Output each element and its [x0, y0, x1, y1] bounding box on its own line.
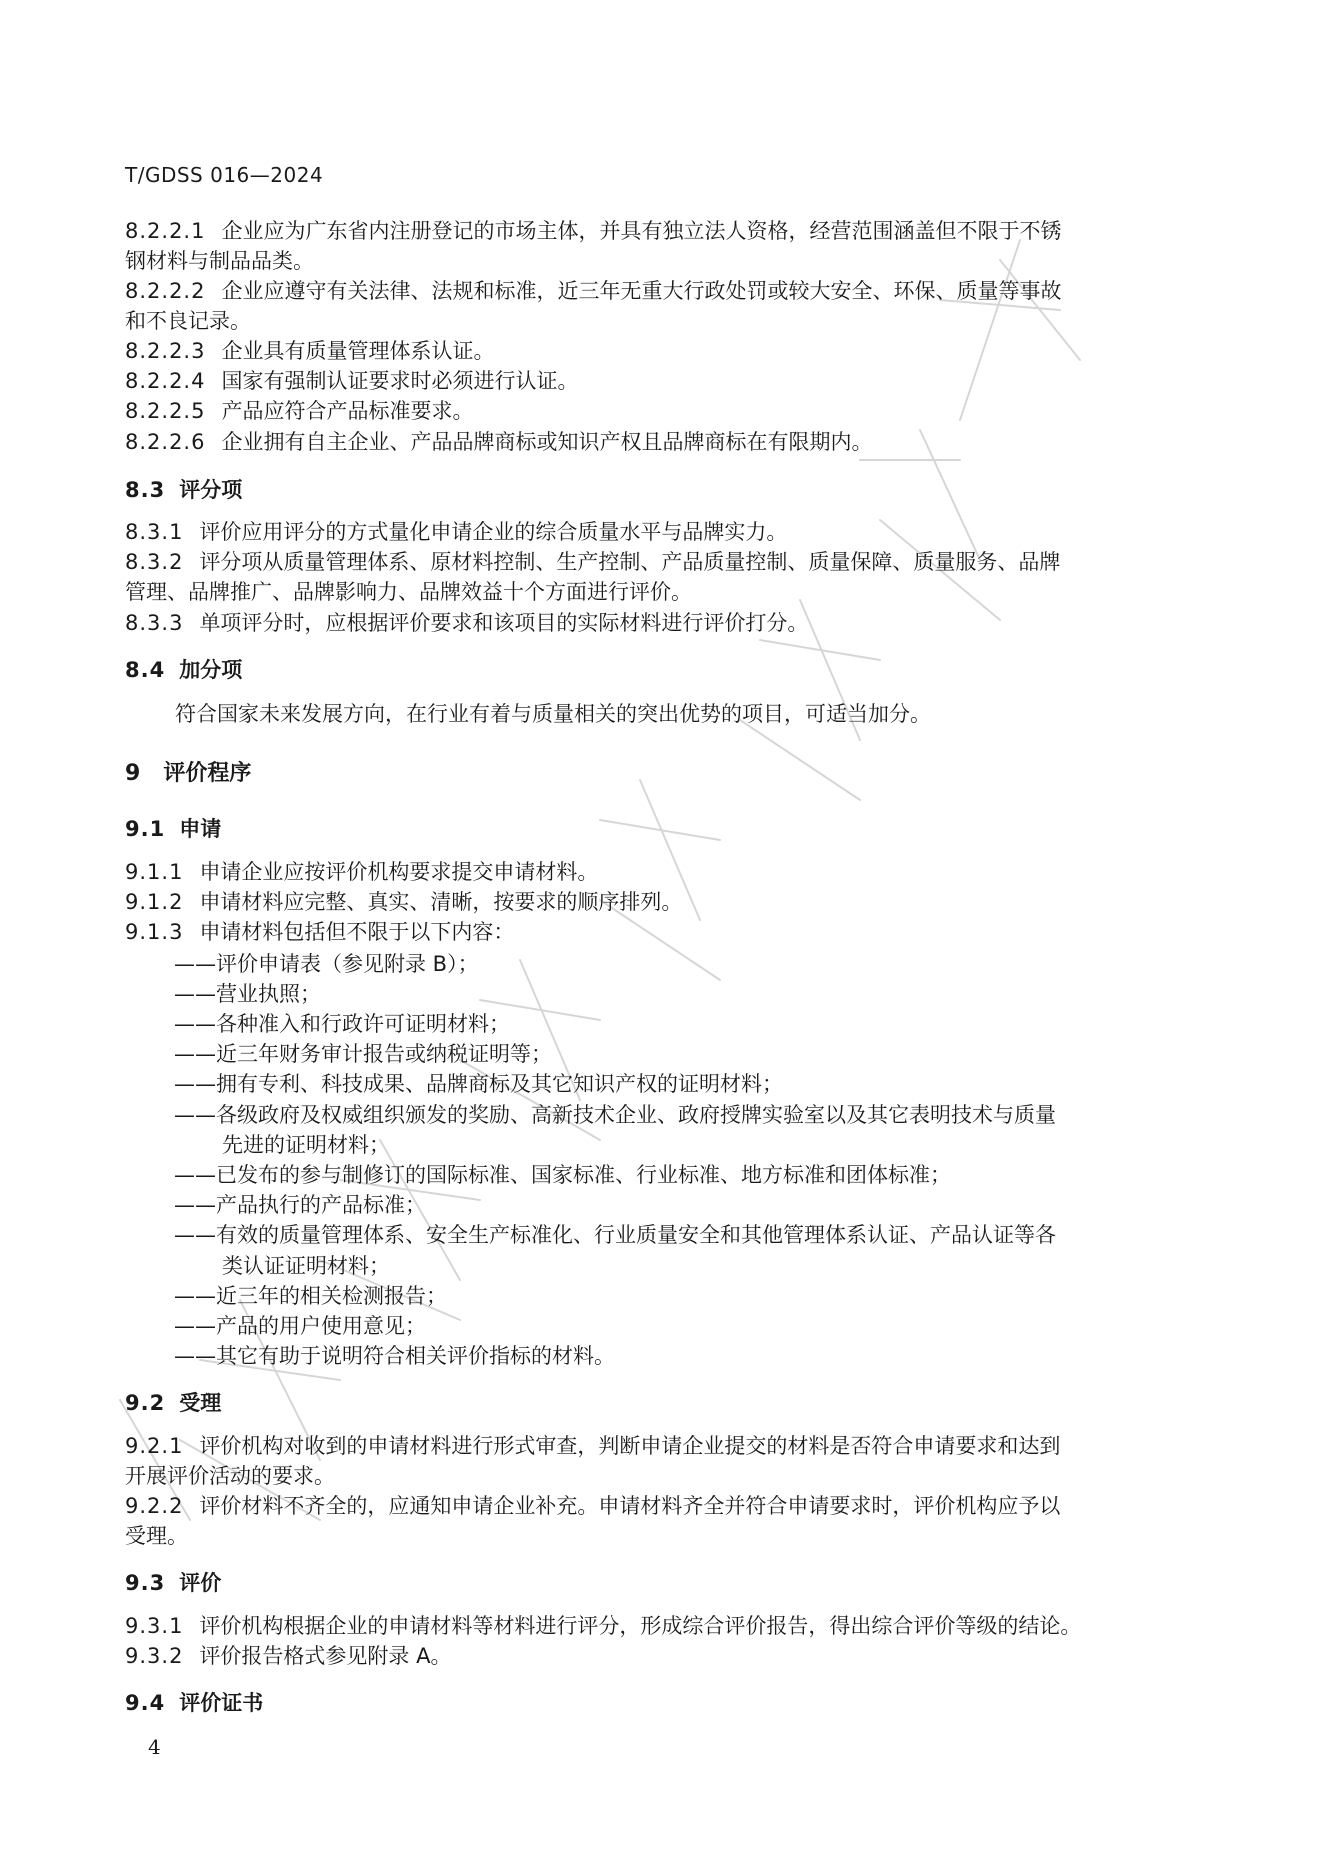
clause-9-3-2: 9.3.2 评价报告格式参见附录 A。	[125, 1644, 452, 1668]
list-item-cont: 类认证证明材料；	[222, 1254, 390, 1278]
clause-8-2-2-3: 8.2.2.3 企业具有质量管理体系认证。	[125, 339, 495, 363]
heading-9-2: 9.2 受理	[125, 1391, 222, 1415]
clause-8-3-2: 8.3.2 评分项从质量管理体系、原材料控制、生产控制、产品质量控制、质量保障、质量服务、品牌	[125, 550, 1061, 574]
clause-8-2-2-2-cont: 和不良记录。	[125, 309, 251, 333]
clause-8-2-2-1-cont: 钢材料与制品品类。	[125, 249, 314, 273]
clause-8-3-2-cont: 管理、品牌推广、品牌影响力、品牌效益十个方面进行评价。	[125, 580, 692, 604]
list-item-cont: 先进的证明材料；	[222, 1133, 390, 1157]
clause-8-2-2-1: 8.2.2.1 企业应为广东省内注册登记的市场主体，并具有独立法人资格，经营范围涵盖但不限于不锈	[125, 219, 1062, 243]
clause-9-2-1-cont: 开展评价活动的要求。	[125, 1464, 335, 1488]
clause-9-1-2: 9.1.2 申请材料应完整、真实、清晰，按要求的顺序排列。	[125, 890, 683, 914]
heading-9-3: 9.3 评价	[125, 1571, 222, 1595]
heading-9: 9 评价程序	[125, 761, 252, 786]
list-item: ——拥有专利、科技成果、品牌商标及其它知识产权的证明材料；	[174, 1072, 783, 1096]
list-item: ——各种准入和行政许可证明材料；	[174, 1012, 510, 1036]
clause-8-2-2-6: 8.2.2.6 企业拥有自主企业、产品品牌商标或知识产权且品牌商标在有限期内。	[125, 430, 873, 454]
list-item: ——各级政府及权威组织颁发的奖励、高新技术企业、政府授牌实验室以及其它表明技术与质量	[174, 1103, 1056, 1127]
list-item: ——有效的质量管理体系、安全生产标准化、行业质量安全和其他管理体系认证、产品认证等各	[174, 1223, 1056, 1247]
clause-8-4-text: 符合国家未来发展方向，在行业有着与质量相关的突出优势的项目，可适当加分。	[175, 702, 931, 726]
heading-9-4: 9.4 评价证书	[125, 1691, 264, 1715]
clause-8-2-2-4: 8.2.2.4 国家有强制认证要求时必须进行认证。	[125, 369, 579, 393]
list-item: ——产品的用户使用意见；	[174, 1314, 426, 1338]
clause-8-2-2-2: 8.2.2.2 企业应遵守有关法律、法规和标准，近三年无重大行政处罚或较大安全、环保、质量等事故	[125, 279, 1062, 303]
heading-9-1: 9.1 申请	[125, 817, 222, 841]
clause-9-2-1: 9.2.1 评价机构对收到的申请材料进行形式审查，判断申请企业提交的材料是否符合申请要求和达到	[125, 1434, 1061, 1458]
list-item: ——营业执照；	[174, 982, 321, 1006]
clause-9-2-2: 9.2.2 评价材料不齐全的，应通知申请企业补充。申请材料齐全并符合申请要求时，评价机构应予以	[125, 1494, 1061, 1518]
heading-8-3: 8.3 评分项	[125, 478, 243, 502]
list-item: ——近三年的相关检测报告；	[174, 1284, 447, 1308]
document-code: T/GDSS 016—2024	[125, 163, 324, 187]
clause-9-1-3: 9.1.3 申请材料包括但不限于以下内容：	[125, 920, 515, 944]
list-item: ——评价申请表（参见附录 B）；	[174, 952, 479, 976]
list-item: ——其它有助于说明符合相关评价指标的材料。	[174, 1344, 615, 1368]
clause-9-1-1: 9.1.1 申请企业应按评价机构要求提交申请材料。	[125, 860, 599, 884]
list-item: ——近三年财务审计报告或纳税证明等；	[174, 1042, 552, 1066]
list-item: ——产品执行的产品标准；	[174, 1193, 426, 1217]
clause-8-2-2-5: 8.2.2.5 产品应符合产品标准要求。	[125, 399, 474, 423]
page-number: 4	[148, 1735, 161, 1759]
list-item: ——已发布的参与制修订的国际标准、国家标准、行业标准、地方标准和团体标准；	[174, 1163, 951, 1187]
clause-8-3-3: 8.3.3 单项评分时，应根据评价要求和该项目的实际材料进行评价打分。	[125, 611, 809, 635]
clause-9-3-1: 9.3.1 评价机构根据企业的申请材料等材料进行评分，形成综合评价报告，得出综合评价等级的结论。	[125, 1614, 1082, 1638]
clause-9-2-2-cont: 受理。	[125, 1524, 188, 1548]
clause-8-3-1: 8.3.1 评价应用评分的方式量化申请企业的综合质量水平与品牌实力。	[125, 520, 788, 544]
heading-8-4: 8.4 加分项	[125, 658, 243, 682]
